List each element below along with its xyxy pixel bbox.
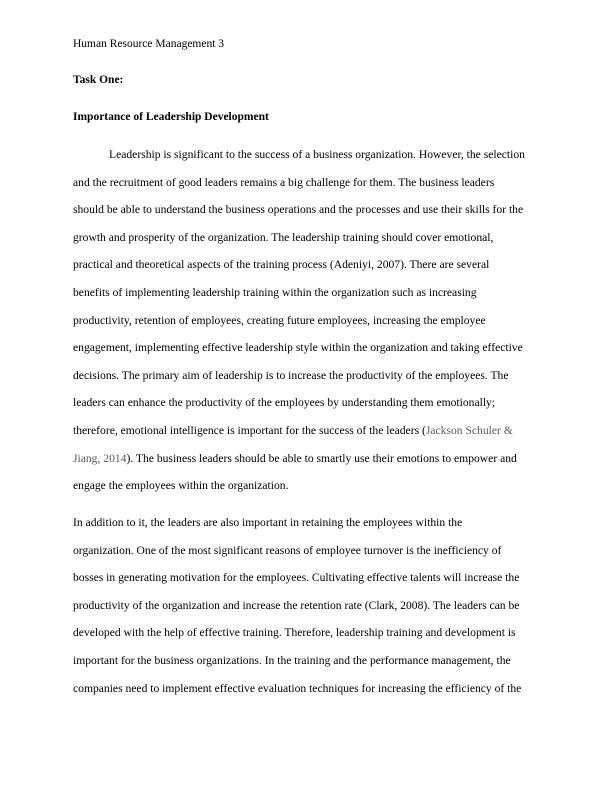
paragraph-line-with-citation — [73, 445, 545, 473]
paragraph-leadership-importance — [73, 141, 545, 500]
paragraph-line: decisions. The primary aim of leadership is to increase the productivity of the employees. The — [73, 368, 509, 382]
paragraph-line: growth and prosperity of the organization. The leadership training should cover emotional, — [73, 230, 494, 244]
paragraph-line: In addition to it, the leaders are also important in retaining the employees within the — [73, 516, 463, 529]
paragraph-line: practical and theoretical aspects of the training process (Adeniyi, 2007). There are several — [73, 258, 490, 272]
paragraph-employee-retention — [73, 509, 545, 702]
paragraph-line: and the recruitment of good leaders remains a big challenge for them. The business leaders — [73, 175, 495, 189]
paragraph-line: companies need to implement effective evaluation techniques for increasing the efficiency of the — [73, 681, 522, 695]
running-head: Human Resource Management 3 — [73, 38, 225, 50]
paragraph-line: organization. One of the most significant reasons of employee turnover is the inefficiency of — [73, 543, 502, 557]
citation-link[interactable]: Jackson Schuler & — [425, 423, 513, 437]
citation-suffix-text: ). The business leaders should be able to smartly use their emotions to empower and — [126, 451, 517, 465]
task-heading: Task One: — [73, 74, 124, 86]
paragraph-line: bosses in generating motivation for the employees. Cultivating effective talents will increase the — [73, 571, 520, 585]
paragraph-line: productivity of the organization and increase the retention rate (Clark, 2008). The leaders can be — [73, 598, 520, 612]
citation-link-continued[interactable]: Jiang, 2014 — [73, 451, 127, 465]
paragraph-line-with-citation — [73, 417, 545, 445]
paragraph-line: developed with the help of effective training. Therefore, leadership training and development is — [73, 626, 516, 640]
section-heading: Importance of Leadership Development — [73, 111, 269, 123]
paragraph-line: leaders can enhance the productivity of the employees by understanding them emotionally; — [73, 396, 496, 410]
citation-prefix-text: therefore, emotional intelligence is important for the success of the leaders ( — [73, 423, 426, 437]
paragraph-line: benefits of implementing leadership training within the organization such as increasing — [73, 285, 477, 299]
paragraph-line: engagement, implementing effective leadership style within the organization and taking effective — [73, 341, 523, 355]
paragraph-line: productivity, retention of employees, creating future employees, increasing the employee — [73, 313, 486, 327]
paragraph-line: should be able to understand the business operations and the processes and use their skills for the — [73, 203, 524, 217]
paragraph-line: Leadership is significant to the success of a business organization. However, the selection — [109, 148, 525, 161]
paragraph-line: engage the employees within the organization. — [73, 479, 289, 493]
paragraph-line: important for the business organizations. In the training and the performance management, the — [73, 653, 511, 667]
